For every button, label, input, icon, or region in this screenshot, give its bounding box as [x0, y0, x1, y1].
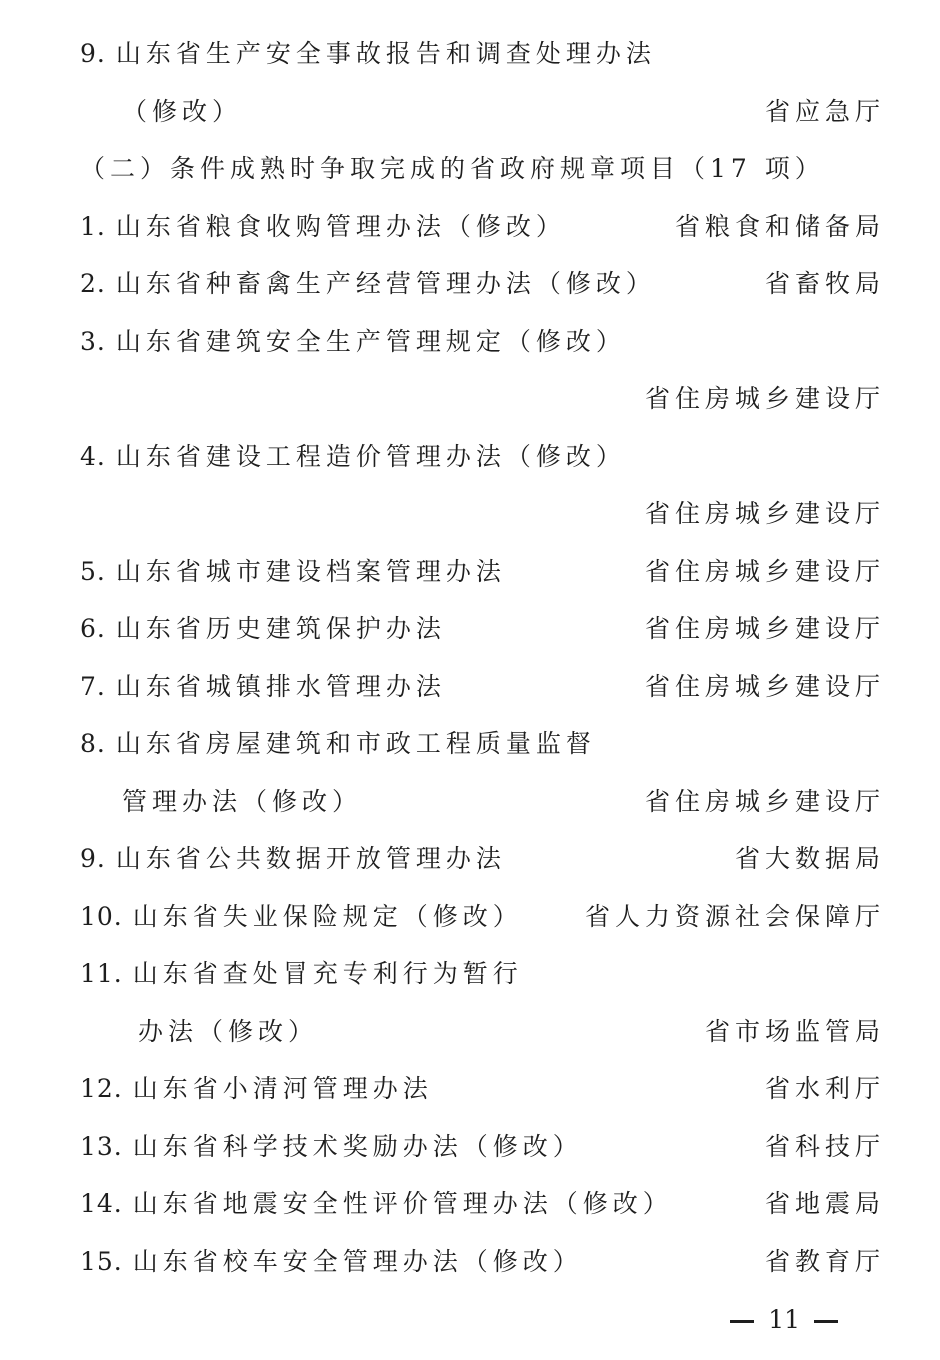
document-line	[80, 494, 885, 534]
item-title: （二）条件成熟时争取完成的省政府规章项目（17 项）	[80, 154, 825, 183]
item-number: 8.	[80, 729, 106, 758]
footer-dash-left	[730, 1320, 754, 1323]
item-title: 山东省校车安全管理办法（修改）	[132, 1246, 583, 1276]
item-title: 山东省科学技术奖励办法（修改）	[132, 1131, 583, 1161]
line-left	[80, 34, 656, 74]
line-left	[80, 667, 446, 707]
responsible-department: 省住房城乡建设厅	[644, 614, 885, 643]
responsible-department: 省住房城乡建设厅	[644, 786, 885, 816]
item-title: 山东省生产安全事故报告和调查处理办法	[115, 39, 656, 68]
document-line	[80, 1127, 885, 1167]
line-left	[80, 149, 825, 189]
item-title: 山东省粮食收购管理办法（修改）	[115, 211, 566, 241]
item-number: 10.	[80, 901, 123, 931]
document-line	[80, 207, 885, 247]
item-title: 山东省种畜禽生产经营管理办法（修改）	[115, 269, 656, 298]
document-line	[80, 34, 880, 74]
item-number: 12.	[80, 1074, 123, 1103]
document-line	[80, 954, 880, 994]
item-number: 9.	[80, 39, 106, 68]
line-left	[80, 954, 523, 994]
item-title: 山东省建筑安全生产管理规定（修改）	[115, 326, 626, 356]
responsible-department: 省市场监管局	[704, 1016, 885, 1046]
document-line	[80, 1184, 885, 1224]
line-left	[80, 724, 596, 764]
document-line	[80, 1069, 885, 1109]
document-line	[80, 609, 885, 649]
document-line	[80, 667, 885, 707]
responsible-department: 省科技厅	[764, 1131, 885, 1161]
responsible-department: 省住房城乡建设厅	[644, 384, 885, 413]
item-title: 山东省建设工程造价管理办法（修改）	[115, 441, 626, 471]
item-number: 9.	[80, 844, 106, 873]
item-title: 山东省地震安全性评价管理办法（修改）	[132, 1189, 673, 1218]
item-title: 山东省失业保险规定（修改）	[132, 901, 523, 931]
document-line	[80, 552, 885, 592]
line-left	[80, 1242, 583, 1282]
item-title: 山东省历史建筑保护办法	[115, 614, 446, 643]
item-number: 7.	[80, 671, 106, 701]
item-title: 山东省城镇排水管理办法	[115, 671, 446, 701]
document-line	[80, 1242, 885, 1282]
document-line	[80, 1012, 885, 1052]
responsible-department: 省教育厅	[764, 1246, 885, 1276]
document-line	[80, 264, 885, 304]
page-footer	[716, 1300, 852, 1340]
responsible-department: 省畜牧局	[764, 269, 885, 298]
document-line	[80, 149, 880, 189]
responsible-department: 省地震局	[764, 1189, 885, 1218]
responsible-department: 省粮食和储备局	[674, 211, 885, 241]
responsible-department: 省住房城乡建设厅	[644, 556, 885, 586]
footer-dash-right	[814, 1320, 838, 1323]
item-number: 1.	[80, 211, 106, 241]
item-number: 4.	[80, 441, 106, 471]
line-left	[80, 264, 656, 304]
document-line	[80, 897, 885, 937]
item-number: 14.	[80, 1189, 123, 1218]
page-number: 11	[768, 1305, 800, 1334]
line-left	[80, 1127, 583, 1167]
item-number: 2.	[80, 269, 106, 298]
item-number: 11.	[80, 959, 123, 988]
item-title: 山东省房屋建筑和市政工程质量监督	[115, 729, 596, 758]
line-left	[80, 839, 506, 879]
line-left	[138, 1012, 318, 1052]
document-line	[80, 437, 880, 477]
responsible-department: 省住房城乡建设厅	[644, 499, 885, 528]
document-line	[80, 839, 885, 879]
item-title: （修改）	[122, 96, 243, 126]
line-left	[122, 92, 242, 132]
responsible-department: 省住房城乡建设厅	[644, 671, 885, 701]
responsible-department: 省水利厅	[764, 1074, 885, 1103]
item-number: 15.	[80, 1246, 123, 1276]
responsible-department: 省大数据局	[734, 844, 885, 873]
item-title: 管理办法（修改）	[122, 786, 363, 816]
line-left	[80, 1184, 673, 1224]
item-title: 山东省查处冒充专利行为暂行	[132, 959, 523, 988]
line-left	[80, 897, 523, 937]
line-left	[80, 1069, 433, 1109]
item-number: 5.	[80, 556, 106, 586]
responsible-department: 省应急厅	[764, 96, 885, 126]
document-line	[80, 379, 885, 419]
item-title: 山东省公共数据开放管理办法	[115, 844, 506, 873]
document-line	[80, 92, 885, 132]
line-left	[80, 609, 446, 649]
line-left	[80, 207, 566, 247]
item-title: 山东省城市建设档案管理办法	[115, 556, 506, 586]
document-line	[80, 322, 880, 362]
item-number: 3.	[80, 326, 106, 356]
document-line	[80, 724, 880, 764]
document-line	[80, 782, 885, 822]
line-left	[80, 322, 626, 362]
item-title: 山东省小清河管理办法	[132, 1074, 433, 1103]
line-left	[80, 437, 626, 477]
line-left	[80, 552, 506, 592]
item-number: 6.	[80, 614, 106, 643]
responsible-department: 省人力资源社会保障厅	[584, 901, 885, 931]
item-title: 办法（修改）	[138, 1016, 319, 1046]
line-left	[122, 782, 362, 822]
item-number: 13.	[80, 1131, 123, 1161]
